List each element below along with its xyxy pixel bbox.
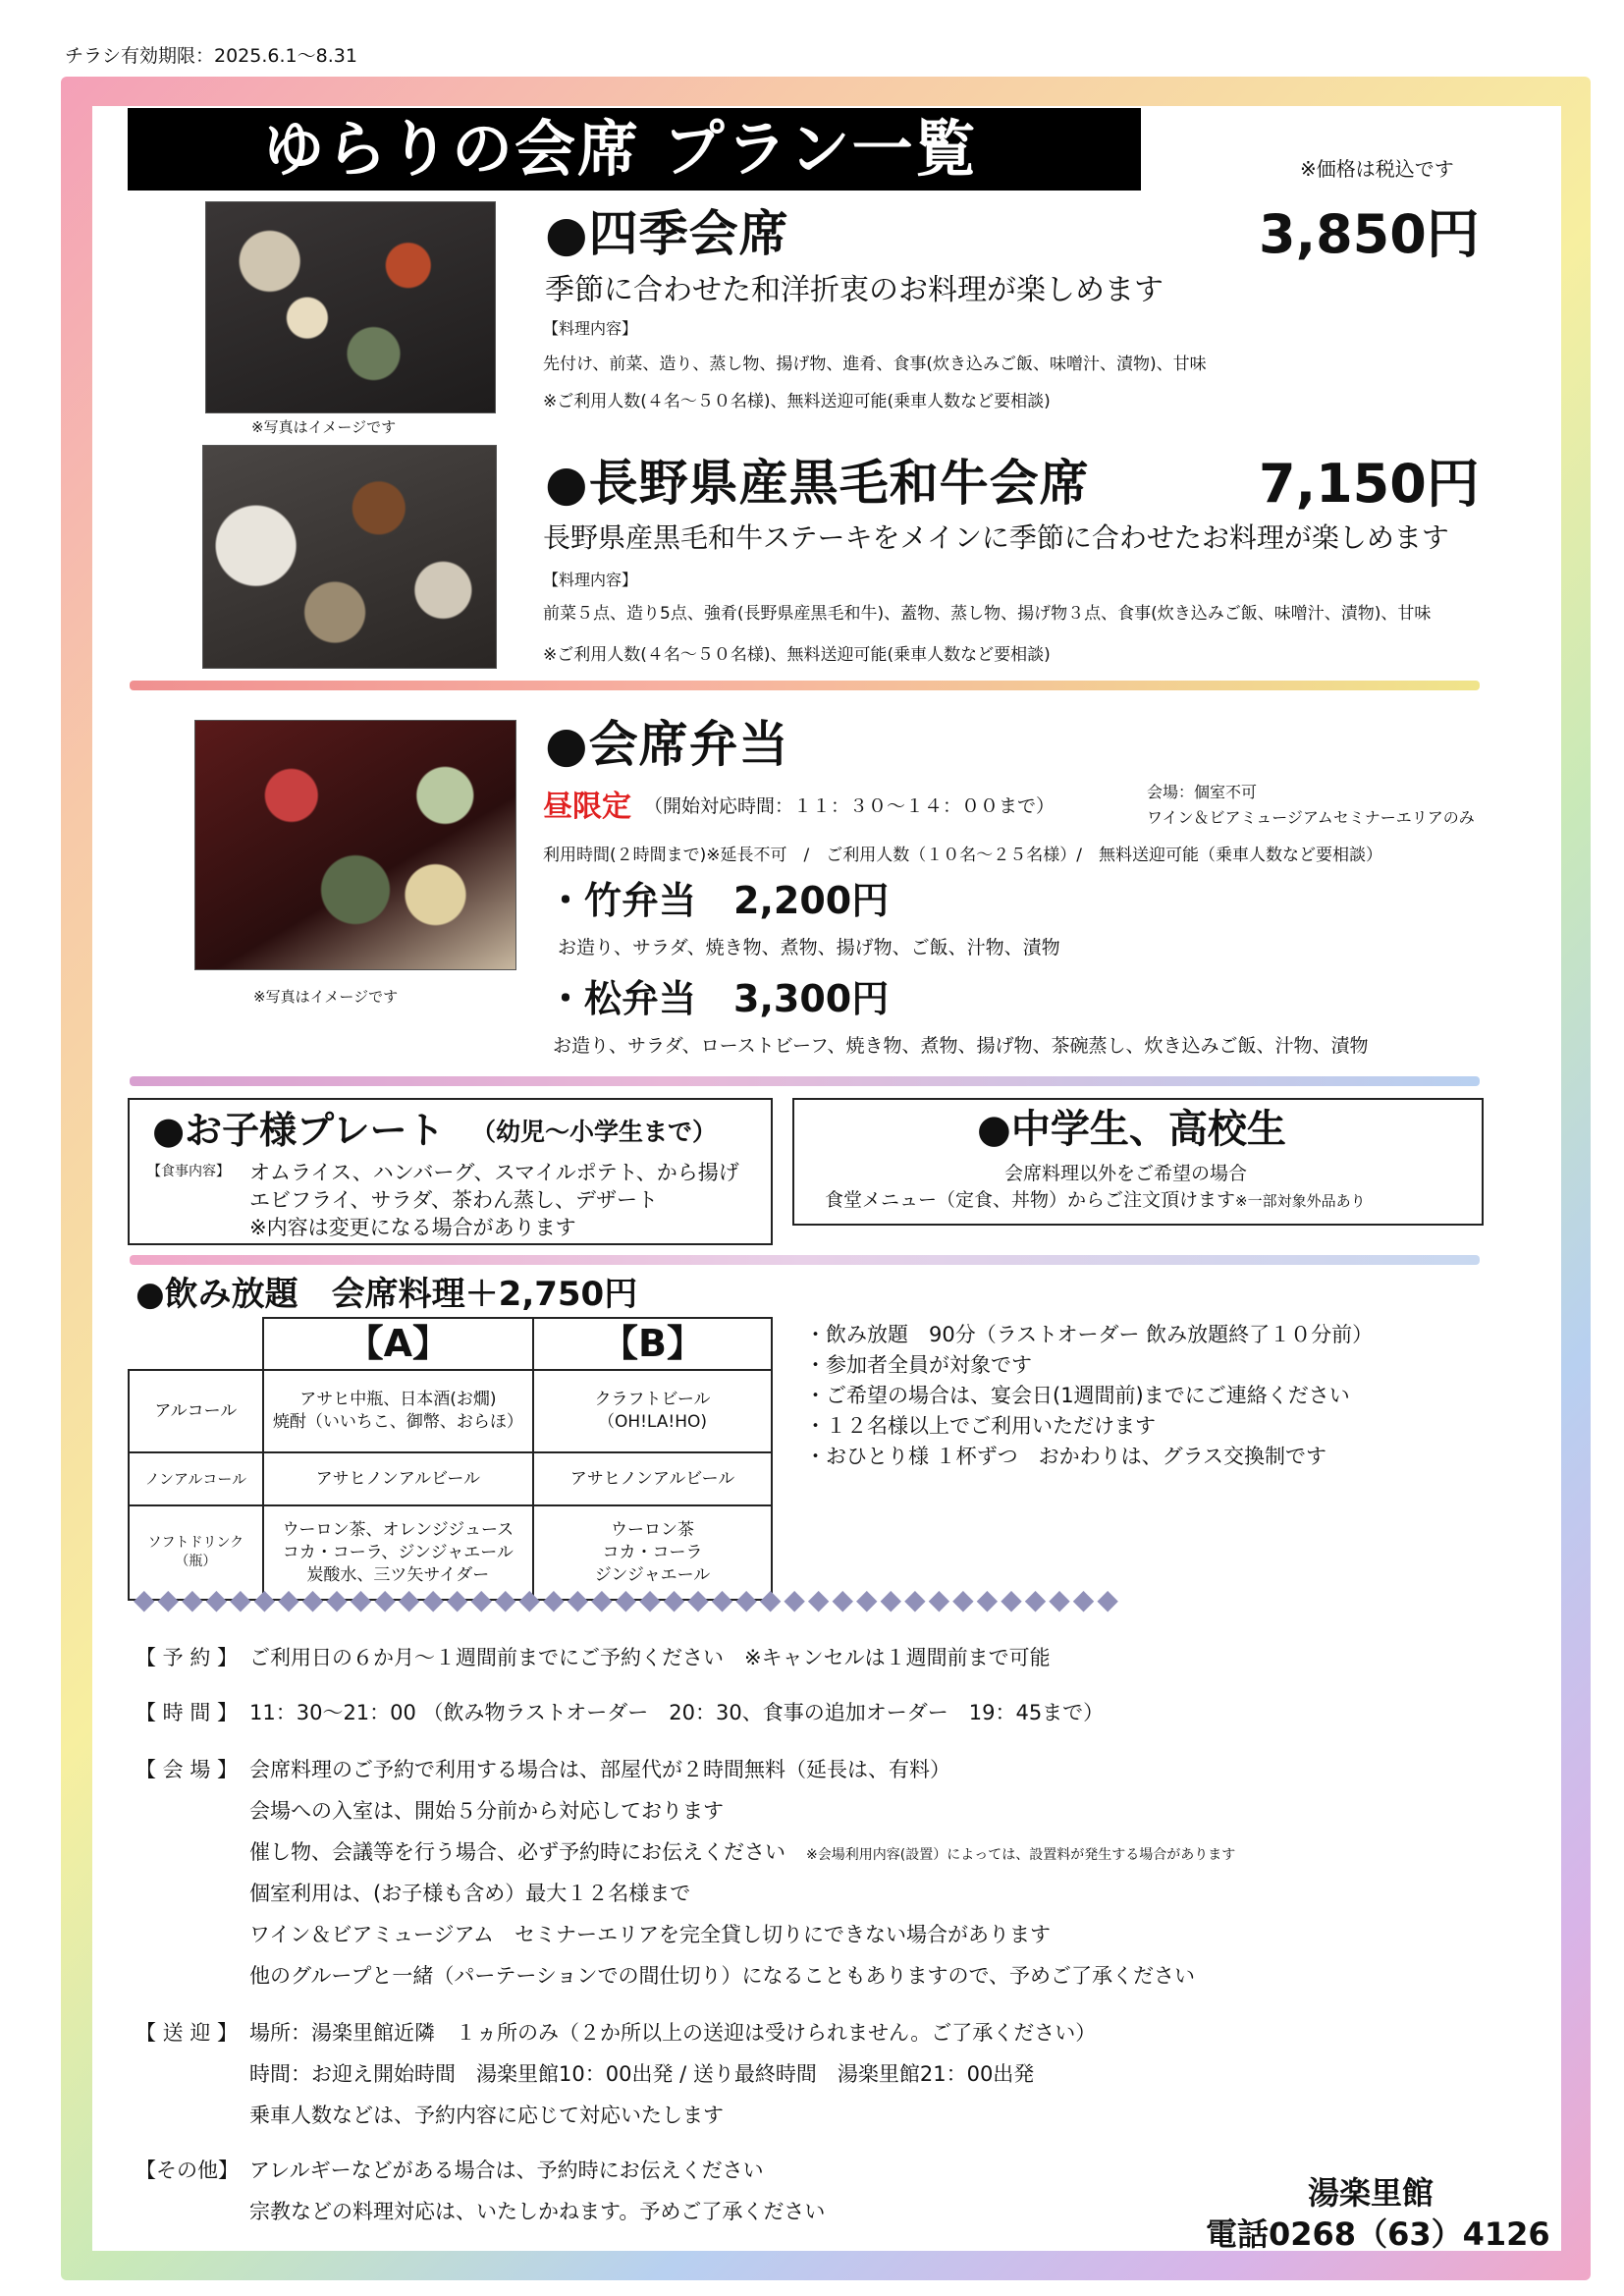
venue-text-1: 会席料理のご予約で利用する場合は、部屋代が２時間無料（延長は、有料） <box>249 1758 950 1781</box>
other-text-2: 宗教などの料理対応は、いたしかねます。予めご了承ください <box>249 2200 826 2223</box>
kids-plate-range: （幼児～小学生まで） <box>471 1118 718 1146</box>
nomihodai-note: ・ご希望の場合は、宴会日(1週間前)までにご連絡ください <box>805 1384 1350 1407</box>
other-text-1: アレルギーなどがある場合は、予約時にお伝えください <box>249 2159 764 2182</box>
time-text: 11：30～21：00 （飲み物ラストオーダー 20：30、食事の追加オーダー 19：45まで） <box>249 1701 1105 1724</box>
nomihodai-notes <box>805 1320 1373 1472</box>
plan2-name: ●長野県産黒毛和牛会席 <box>545 455 1090 512</box>
plan1-price: 3,850円 <box>1259 203 1480 265</box>
time-label: 【 時 間 】 <box>135 1701 239 1724</box>
take-bento-content: お造り、サラダ、焼き物、煮物、揚げ物、ご飯、汁物、漬物 <box>558 937 1060 958</box>
col-b-header: 【B】 <box>533 1318 772 1370</box>
row-label: ソフトドリンク （瓶） <box>129 1505 263 1600</box>
alcohol-a: アサヒ中瓶、日本酒(お燗) 焼酎（いいちこ、御幣、おらほ） <box>263 1370 533 1452</box>
matsu-bento: ・松弁当 3,300円 <box>547 977 890 1020</box>
nonalcohol-a: アサヒノンアルビール <box>263 1452 533 1505</box>
validity-period: チラシ有効期限：2025.6.1～8.31 <box>65 45 357 67</box>
col-a-header: 【A】 <box>263 1318 533 1370</box>
kids-menu-1: オムライス、ハンバーグ、スマイルポテト、から揚げ <box>249 1161 739 1184</box>
kids-plate-title: ●お子様プレート <box>152 1109 445 1152</box>
table-row <box>129 1370 772 1452</box>
matsu-bento-content: お造り、サラダ、ローストビーフ、焼き物、煮物、揚げ物、茶碗蒸し、炊き込みご飯、汁物、漬物 <box>553 1035 1369 1057</box>
plan2-note: ※ご利用人数(４名～５０名様)、無料送迎可能(乗車人数など要相談) <box>543 645 1051 665</box>
tax-note: ※価格は税込です <box>1300 157 1454 181</box>
nonalcohol-b: アサヒノンアルビール <box>533 1452 772 1505</box>
table-row <box>129 1452 772 1505</box>
diamond-divider: ◆◆◆◆◆◆◆◆◆◆◆◆◆◆◆◆◆◆◆◆◆◆◆◆◆◆◆◆◆◆◆◆◆◆◆◆◆◆◆◆◆ <box>134 1583 1121 1615</box>
students-line-2: 食堂メニュー（定食、丼物）からご注文頂けます※一部対象外品あり <box>825 1189 1366 1211</box>
venue-name: 湯楽里館 <box>1308 2174 1435 2212</box>
bento-name: ●会席弁当 <box>545 716 789 773</box>
phone-number: 電話0268（63）4126 <box>1206 2215 1550 2253</box>
divider <box>130 681 1480 690</box>
shuttle-text-1: 場所：湯楽里館近隣 １ヵ所のみ（２か所以上の送迎は受けられません。ご了承ください） <box>249 2021 1097 2045</box>
nomihodai-note: ・おひとり様 １杯ずつ おかわりは、グラス交換制です <box>805 1445 1327 1468</box>
lunch-only-label: 昼限定 <box>543 790 631 824</box>
nomihodai-note: ・参加者全員が対象です <box>805 1353 1032 1377</box>
nomihodai-note: ・１２名様以上でご利用いただけます <box>805 1414 1156 1438</box>
students-line-1: 会席料理以外をご希望の場合 <box>1004 1163 1248 1184</box>
plan1-note: ※ご利用人数(４名～５０名様)、無料送迎可能(乗車人数など要相談) <box>543 392 1051 411</box>
venue-text-5: ワイン＆ビアミュージアム セミナーエリアを完全貸し切りにできない場合があります <box>249 1923 1052 1946</box>
alcohol-b: クラフトビール （OH!LA!HO) <box>533 1370 772 1452</box>
bento-venue-1: 会場：個室不可 <box>1147 783 1258 801</box>
shuttle-label: 【 送 迎 】 <box>135 2021 239 2045</box>
plan1-content-label: 【料理内容】 <box>543 319 638 338</box>
bento-hours: （開始対応時間：１１：３０～１４：００まで） <box>644 795 1056 817</box>
nomihodai-title: ●飲み放題 会席料理＋2,750円 <box>135 1275 638 1314</box>
photo-caption: ※写真はイメージです <box>251 418 397 436</box>
students-title: ●中学生、高校生 <box>977 1107 1286 1152</box>
kids-menu-note: ※内容は変更になる場合があります <box>249 1216 576 1239</box>
plan2-price: 7,150円 <box>1259 453 1480 515</box>
divider <box>130 1076 1480 1086</box>
bento-venue-2: ワイン＆ビアミュージアムセミナーエリアのみ <box>1147 808 1475 827</box>
plan1-desc: 季節に合わせた和洋折衷のお料理が楽しめます <box>545 273 1164 307</box>
bento-usage: 利用時間(２時間まで)※延長不可 / ご利用人数（１０名～２５名様）/ 無料送迎可能（乗車人数など要相談） <box>543 846 1382 865</box>
venue-text-4: 個室利用は、(お子様も含め）最大１２名様まで <box>249 1882 691 1905</box>
divider <box>130 1255 1480 1265</box>
photo-caption: ※写真はイメージです <box>253 988 399 1006</box>
venue-text-2: 会場への入室は、開始５分前から対応しております <box>249 1799 724 1823</box>
shuttle-text-3: 乗車人数などは、予約内容に応じて対応いたします <box>249 2104 724 2127</box>
venue-text-6: 他のグループと一緒（パーテーションでの間仕切り）になることもありますので、予めご了承ください <box>249 1964 1196 1988</box>
row-label: アルコール <box>129 1370 263 1452</box>
bento-photo <box>194 720 516 970</box>
reserve-label: 【 予 約 】 <box>135 1646 239 1669</box>
softdrink-b: ウーロン茶 コカ・コーラ ジンジャエール <box>533 1505 772 1600</box>
page-title: ゆらりの会席 プラン一覧 <box>128 108 1141 191</box>
reserve-text: ご利用日の６か月～１週間前までにご予約ください ※キャンセルは１週間前まで可能 <box>249 1646 1051 1669</box>
plan2-content: 前菜５点、造り5点、強肴(長野県産黒毛和牛)、蓋物、蒸し物、揚げ物３点、食事(炊き込みご飯、味噌汁、漬物)、甘味 <box>543 604 1432 624</box>
take-bento: ・竹弁当 2,200円 <box>547 879 890 922</box>
shiki-kaiseki-photo <box>205 201 496 413</box>
kids-content-label: 【食事内容】 <box>147 1164 230 1179</box>
drinks-table <box>128 1317 773 1601</box>
wagyu-kaiseki-photo <box>202 445 497 669</box>
plan1-name: ●四季会席 <box>545 205 789 262</box>
venue-text-3: 催し物、会議等を行う場合、必ず予約時にお伝えください ※会場利用内容(設置）によっては、設置料が発生する場合があります <box>249 1840 1236 1864</box>
kids-menu-2: エビフライ、サラダ、茶わん蒸し、デザート <box>249 1188 659 1212</box>
plan1-content: 先付け、前菜、造り、蒸し物、揚げ物、進肴、食事(炊き込みご飯、味噌汁、漬物)、甘味 <box>543 355 1207 374</box>
row-label: ノンアルコール <box>129 1452 263 1505</box>
venue-label: 【 会 場 】 <box>135 1758 239 1781</box>
nomihodai-note: ・飲み放題 90分（ラストオーダー 飲み放題終了１０分前） <box>805 1323 1374 1346</box>
plan2-desc: 長野県産黒毛和牛ステーキをメインに季節に合わせたお料理が楽しめます <box>543 521 1449 554</box>
shuttle-text-2: 時間：お迎え開始時間 湯楽里館10：00出発 / 送り最終時間 湯楽里館21：00出発 <box>249 2062 1035 2086</box>
table-corner <box>129 1318 263 1370</box>
softdrink-a: ウーロン茶、オレンジジュース コカ・コーラ、ジンジャエール 炭酸水、三ツ矢サイダー <box>263 1505 533 1600</box>
other-label: 【その他】 <box>135 2159 239 2182</box>
plan2-content-label: 【料理内容】 <box>543 571 638 589</box>
